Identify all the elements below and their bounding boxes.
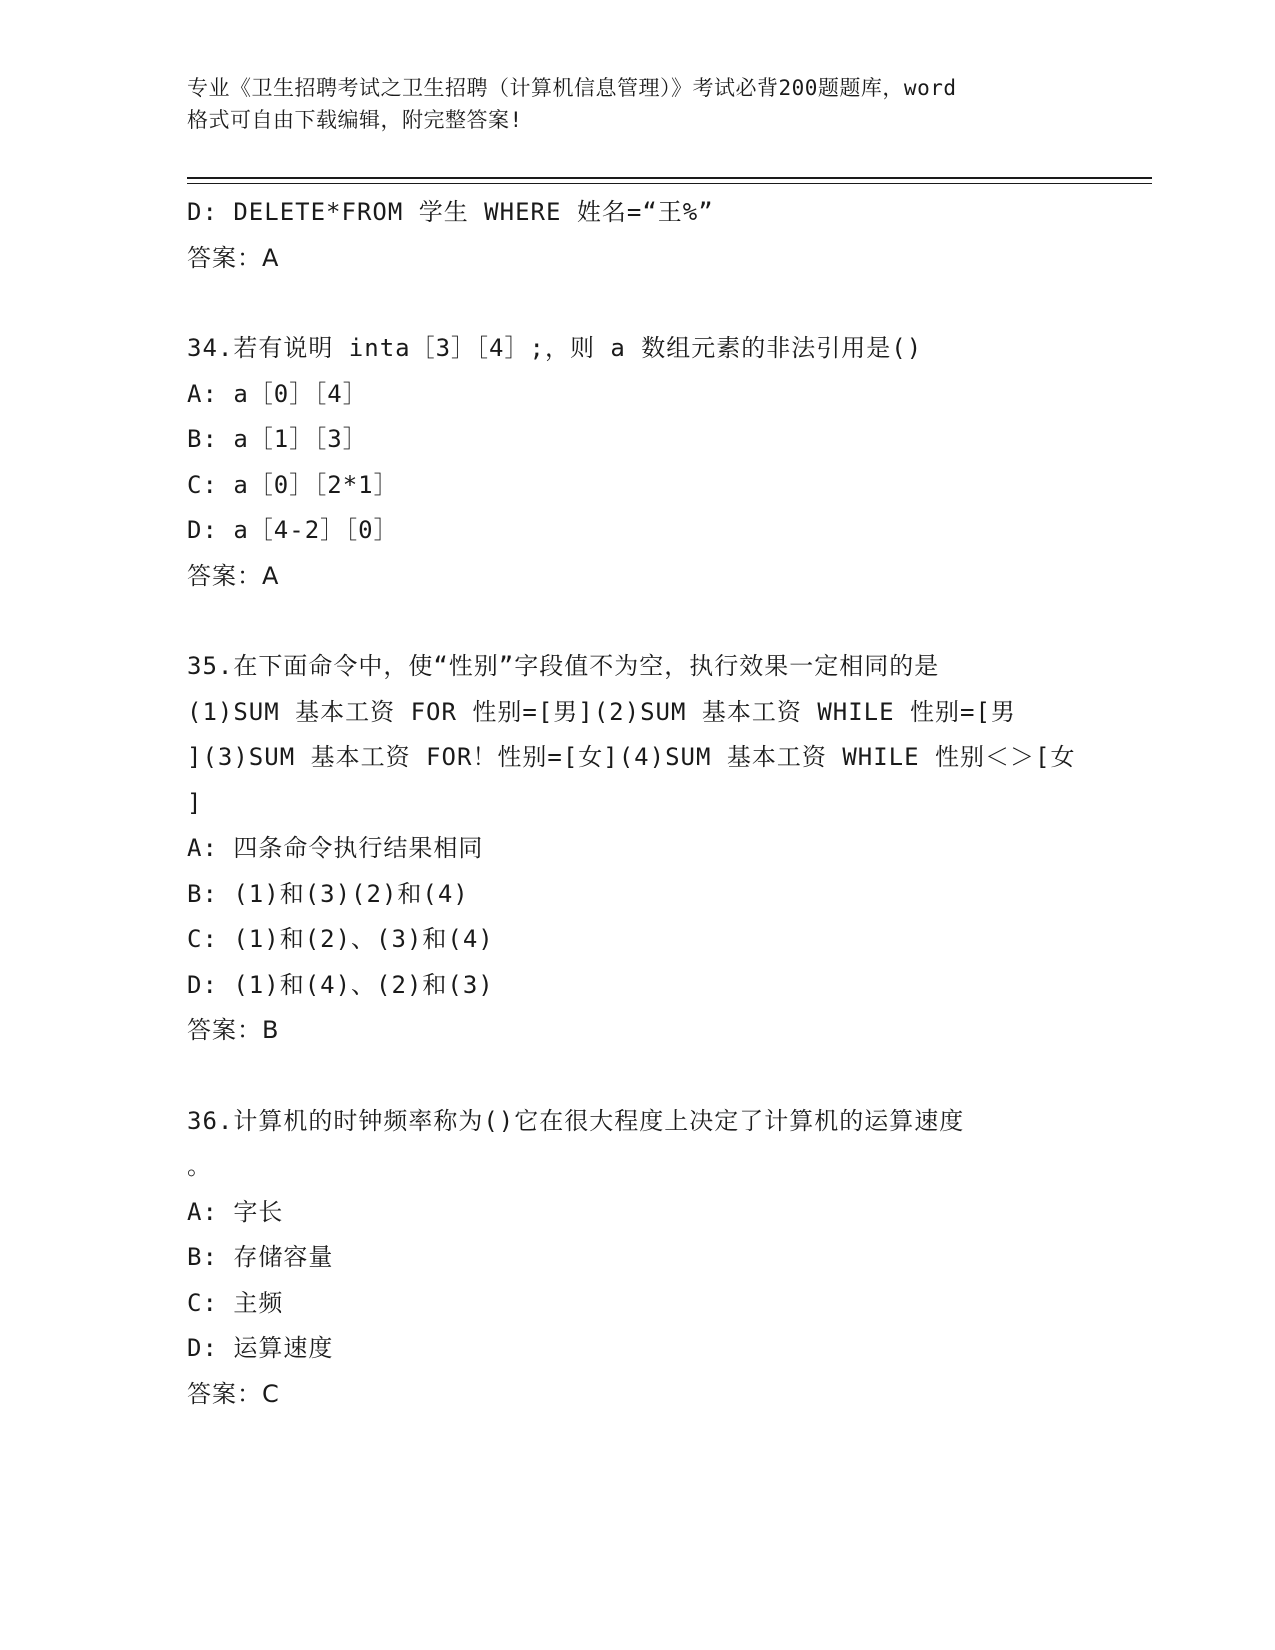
question-36-option-d: D: 运算速度	[187, 1334, 334, 1362]
spacer	[187, 1054, 1087, 1099]
question-34-option-a: A: a［0］［4］	[187, 379, 368, 408]
question-35-option-c: C: (1)和(2)、(3)和(4)	[187, 925, 494, 953]
question-36-stem-line-2: 。	[187, 1152, 212, 1180]
question-35-option-d: D: (1)和(4)、(2)和(3)	[187, 970, 494, 999]
question-34-option-d: D: a［4-2］［0］	[187, 516, 399, 544]
question-34-answer: 答案：A	[187, 561, 280, 590]
document-body	[187, 190, 1087, 1417]
question-36-option-c: C: 主频	[187, 1288, 284, 1317]
prev-answer: 答案：A	[187, 243, 280, 272]
question-34	[187, 326, 1087, 599]
document-header	[187, 72, 1087, 136]
question-35-stem-line-4: ]	[187, 788, 203, 817]
spacer	[187, 599, 1087, 644]
prev-option-d: D: DELETE*FROM 学生 WHERE 姓名=“王%”	[187, 198, 714, 226]
question-35-option-b: B: (1)和(3)(2)和(4)	[187, 879, 469, 908]
question-35-option-a: A: 四条命令执行结果相同	[187, 834, 484, 862]
question-34-stem: 34.若有说明 inta［3］［4］;，则 a 数组元素的非法引用是()	[187, 334, 923, 362]
question-35-stem-line-1: 35.在下面命令中，使“性别”字段值不为空，执行效果一定相同的是	[187, 652, 940, 680]
header-rule-thin	[187, 183, 1152, 184]
question-36-stem-line-1: 36.计算机的时钟频率称为()它在很大程度上决定了计算机的运算速度	[187, 1106, 965, 1135]
header-line-1: 专业《卫生招聘考试之卫生招聘（计算机信息管理）》考试必背200题题库，word	[187, 76, 957, 100]
question-34-option-c: C: a［0］［2*1］	[187, 470, 399, 499]
header-rule-thick	[187, 177, 1152, 179]
spacer	[187, 281, 1087, 326]
question-36-answer: 答案：C	[187, 1379, 280, 1408]
header-line-2: 格式可自由下载编辑，附完整答案!	[187, 108, 523, 132]
question-35-stem-line-3: ](3)SUM 基本工资 FOR！性别=[女](4)SUM 基本工资 WHILE 性别＜＞[女	[187, 743, 1076, 771]
question-35	[187, 644, 1087, 1054]
question-36	[187, 1099, 1087, 1418]
question-34-option-b: B: a［1］［3］	[187, 425, 368, 453]
question-35-stem-line-2: (1)SUM 基本工资 FOR 性别=[男](2)SUM 基本工资 WHILE 性别=[男	[187, 697, 1016, 726]
question-36-option-a: A: 字长	[187, 1197, 284, 1226]
question-35-answer: 答案：B	[187, 1016, 280, 1044]
question-36-option-b: B: 存储容量	[187, 1243, 334, 1271]
